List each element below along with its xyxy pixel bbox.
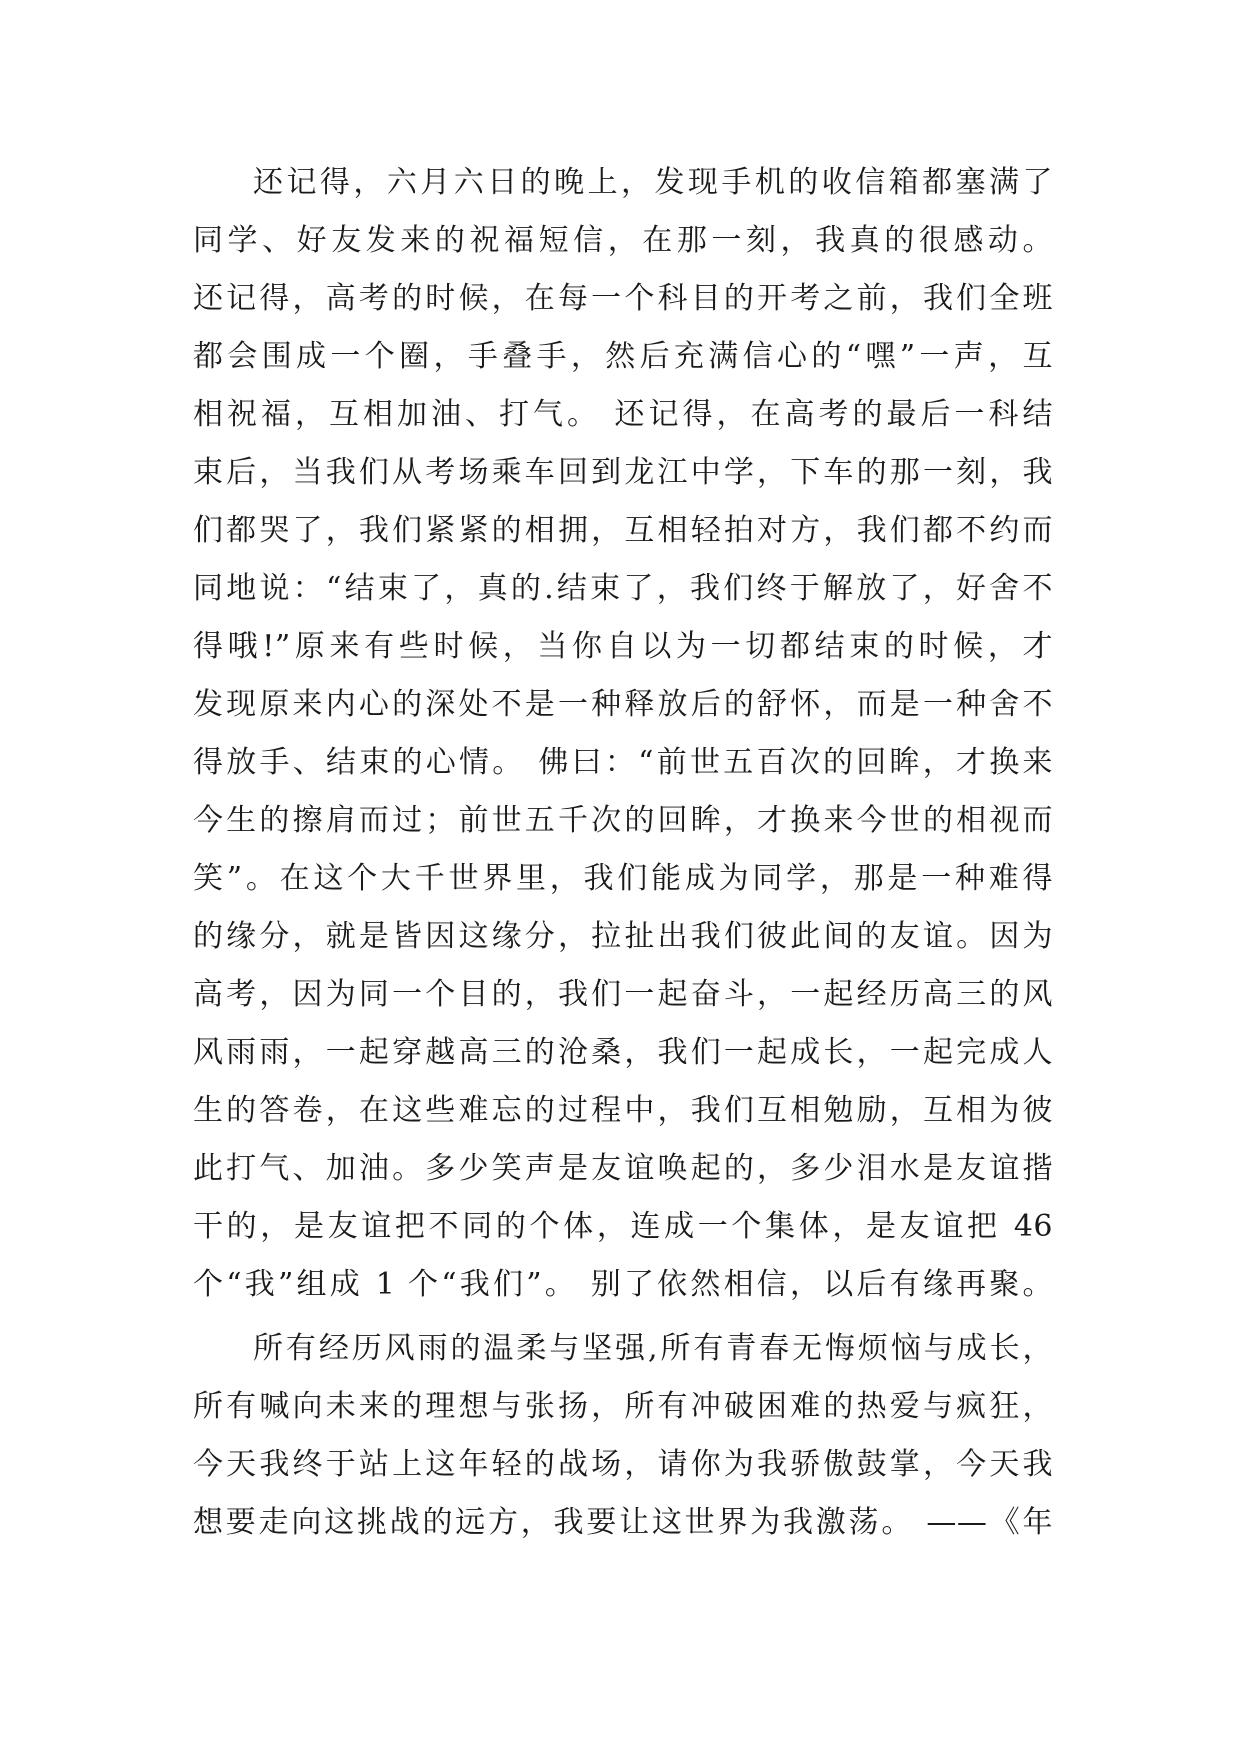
- paragraph-line: 得放手、结束的心情。 佛曰：“前世五百次的回眸，才换来: [193, 745, 1053, 780]
- paragraph-line: 都会围成一个圈，手叠手，然后充满信心的“嘿”一声，互: [193, 339, 1053, 374]
- paragraph-line: 相祝福，互相加油、打气。 还记得，在高考的最后一科结: [193, 397, 1053, 432]
- paragraph-line: 得哦!”原来有些时候，当你自以为一切都结束的时候，才: [193, 629, 1053, 664]
- paragraph-line: 同学、好友发来的祝福短信，在那一刻，我真的很感动。: [193, 223, 1053, 258]
- paragraph-line: 还记得，六月六日的晚上，发现手机的收信箱都塞满了: [253, 165, 1053, 200]
- paragraph-line: 发现原来内心的深处不是一种释放后的舒怀，而是一种舍不: [193, 687, 1053, 722]
- paragraph-line: 所有经历风雨的温柔与坚强,所有青春无悔烦恼与成长，: [253, 1331, 1053, 1366]
- paragraph-line: 所有喊向未来的理想与张扬，所有冲破困难的热爱与疯狂，: [193, 1389, 1053, 1424]
- paragraph-line: 还记得，高考的时候，在每一个科目的开考之前，我们全班: [193, 281, 1053, 316]
- paragraph-line: 今天我终于站上这年轻的战场，请你为我骄傲鼓掌，今天我: [193, 1447, 1053, 1482]
- paragraph-line: 笑”。在这个大千世界里，我们能成为同学，那是一种难得: [193, 861, 1053, 896]
- paragraph-line: 高考，因为同一个目的，我们一起奋斗，一起经历高三的风: [193, 977, 1053, 1012]
- paragraph-line: 个“我”组成 1 个“我们”。 别了依然相信，以后有缘再聚。: [193, 1267, 1053, 1302]
- paragraph-line: 想要走向这挑战的远方，我要让这世界为我激荡。 ——《年: [193, 1505, 1053, 1540]
- paragraph-line: 干的，是友谊把不同的个体，连成一个集体，是友谊把 46: [193, 1209, 1053, 1244]
- paragraph-1: [193, 154, 1053, 1314]
- paragraph-line: 的缘分，就是皆因这缘分，拉扯出我们彼此间的友谊。因为: [193, 919, 1053, 954]
- paragraph-line: 此打气、加油。多少笑声是友谊唤起的，多少泪水是友谊揩: [193, 1151, 1053, 1186]
- paragraph-line: 同地说：“结束了，真的.结束了，我们终于解放了，好舍不: [193, 571, 1053, 606]
- paragraph-line: 生的答卷，在这些难忘的过程中，我们互相勉励，互相为彼: [193, 1093, 1053, 1128]
- paragraph-line: 束后，当我们从考场乘车回到龙江中学，下车的那一刻，我: [193, 455, 1053, 490]
- paragraph-line: 风雨雨，一起穿越高三的沧桑，我们一起成长，一起完成人: [193, 1035, 1053, 1070]
- paragraph-line: 们都哭了，我们紧紧的相拥，互相轻拍对方，我们都不约而: [193, 513, 1053, 548]
- paragraph-2: [193, 1320, 1053, 1552]
- paragraph-line: 今生的擦肩而过；前世五千次的回眸，才换来今世的相视而: [193, 803, 1053, 838]
